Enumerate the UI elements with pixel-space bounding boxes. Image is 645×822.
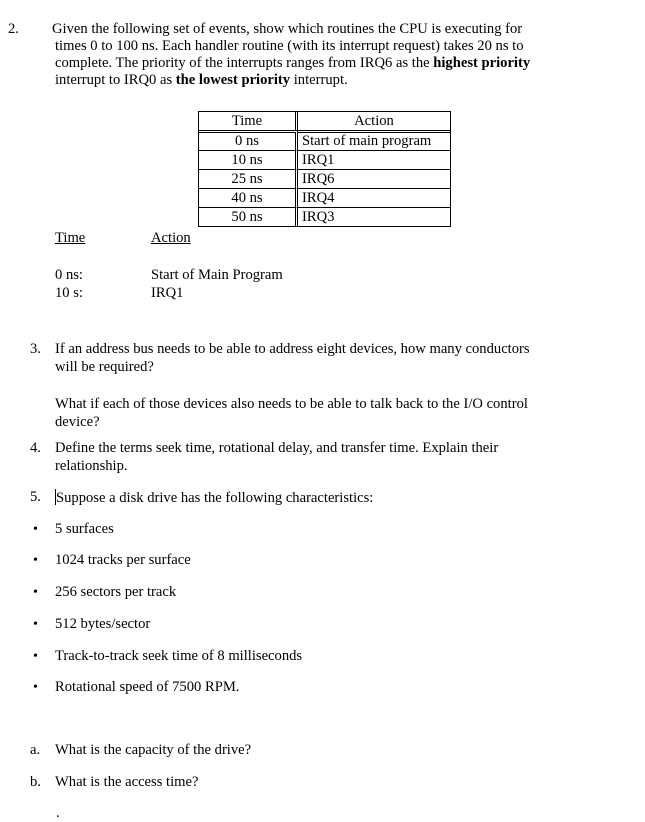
q2-line-4 (55, 72, 615, 89)
header-time: Time (199, 112, 298, 130)
q2-line-3-text: complete. The priority of the interrupts ranges from IRQ6 as the (55, 55, 434, 71)
q3-followup-2: device? (55, 414, 100, 430)
q3-followup-1: What if each of those devices also needs to be able to talk back to the I/O control (55, 396, 528, 412)
bullet-icon: • (33, 522, 38, 537)
answer-time-0[interactable]: 0 ns: (55, 267, 83, 283)
emphasis-highest-priority: highest priority (433, 55, 531, 71)
table-row (199, 169, 450, 188)
bullet-icon: • (33, 585, 38, 600)
answer-header-action-text: Action (151, 230, 191, 246)
q2-line-4-end: interrupt. (290, 72, 348, 88)
q5-intro[interactable] (55, 489, 373, 507)
q5-intro-text: Suppose a disk drive has the following characteristics: (56, 490, 374, 506)
table-row (199, 130, 450, 150)
cell-time: 25 ns (199, 169, 298, 188)
bullet-icon: • (33, 617, 38, 632)
cell-action: IRQ6 (298, 169, 450, 188)
q3-line-2: will be required? (55, 359, 154, 375)
emphasis-lowest-priority: the lowest priority (175, 72, 291, 88)
header-action: Action (354, 113, 394, 129)
q2-line-4-text: interrupt to IRQ0 as (55, 72, 176, 88)
cell-action: Start of main program (298, 130, 450, 150)
answer-header-time (55, 230, 85, 247)
question-2-number: 2. (8, 21, 19, 37)
cell-time: 50 ns (199, 207, 298, 226)
subquestion-a-text: What is the capacity of the drive? (55, 742, 252, 758)
subquestion-a-label: a. (30, 742, 41, 758)
cell-time: 0 ns (199, 130, 298, 150)
characteristic-item: 1024 tracks per surface (55, 552, 191, 568)
characteristic-item: Track-to-track seek time of 8 milliseconds (55, 648, 303, 664)
question-2-text (52, 21, 615, 89)
q4-line-1: Define the terms seek time, rotational delay, and transfer time. Explain their (55, 440, 499, 456)
q3-line-1: If an address bus needs to be able to address eight devices, how many conductors (55, 341, 530, 357)
characteristic-item: 512 bytes/sector (55, 616, 151, 632)
answer-header-time-text: Time (55, 230, 86, 246)
cell-time: 40 ns (199, 188, 298, 207)
bullet-icon: • (33, 649, 38, 664)
answer-action-1[interactable]: IRQ1 (151, 285, 184, 301)
events-table-header (199, 112, 450, 130)
cell-action: IRQ4 (298, 188, 450, 207)
trailing-mark: . (56, 805, 60, 821)
characteristic-item: 5 surfaces (55, 521, 114, 537)
bullet-icon: • (33, 680, 38, 695)
cell-action: IRQ3 (298, 207, 450, 226)
cell-time: 10 ns (199, 150, 298, 169)
answer-time-1[interactable]: 10 s: (55, 285, 83, 301)
subquestion-b-label: b. (30, 774, 41, 790)
bullet-icon: • (33, 553, 38, 568)
events-table (198, 111, 451, 227)
answer-header-action (151, 230, 191, 247)
table-row (199, 207, 450, 226)
q2-line-1: Given the following set of events, show which routines the CPU is executing for (52, 21, 523, 37)
cell-action: IRQ1 (298, 150, 450, 169)
question-5-number: 5. (30, 489, 41, 505)
table-row (199, 188, 450, 207)
question-4-number: 4. (30, 440, 41, 456)
q4-line-2: relationship. (55, 458, 128, 474)
question-3-number: 3. (30, 341, 41, 357)
characteristic-item: Rotational speed of 7500 RPM. (55, 679, 240, 695)
characteristic-item: 256 sectors per track (55, 584, 177, 600)
answer-action-0[interactable]: Start of Main Program (151, 267, 283, 283)
subquestion-b-text: What is the access time? (55, 774, 199, 790)
q2-line-3 (55, 55, 615, 72)
table-row (199, 150, 450, 169)
q2-line-2: times 0 to 100 ns. Each handler routine (with its interrupt request) takes 20 ns to (55, 38, 524, 54)
